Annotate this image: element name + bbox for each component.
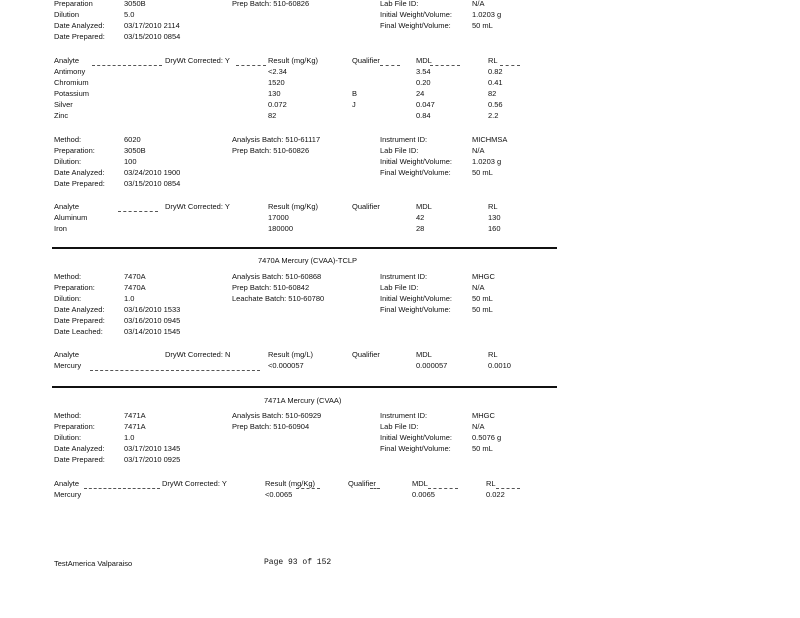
result-cell: 17000 bbox=[268, 213, 289, 222]
rl-header: RL bbox=[488, 350, 498, 359]
method-value: 6020 bbox=[124, 135, 141, 144]
date-analyzed-label: Date Analyzed: bbox=[54, 168, 105, 177]
date-analyzed-value: 03/17/2010 2114 bbox=[124, 21, 180, 30]
preparation-value: 3050B bbox=[124, 0, 146, 8]
instrument-value: MICHMSA bbox=[472, 135, 508, 144]
mdl-cell: 3.54 bbox=[416, 67, 431, 76]
instrument-label: Instrument ID: bbox=[380, 411, 428, 420]
mdl-cell: 24 bbox=[416, 89, 425, 98]
date-analyzed-value: 03/16/2010 1533 bbox=[124, 305, 181, 314]
preparation-label: Preparation: bbox=[54, 146, 95, 155]
rl-cell: 82 bbox=[488, 89, 497, 98]
method-value: 7471A bbox=[124, 411, 146, 420]
result-cell: <0.000057 bbox=[268, 361, 304, 370]
rl-cell: 2.2 bbox=[488, 111, 499, 120]
mdl-cell: 0.047 bbox=[416, 100, 435, 109]
analyte-cell: Mercury bbox=[54, 361, 82, 370]
result-cell: 180000 bbox=[268, 224, 294, 233]
result-header: Result (mg/Kg) bbox=[268, 202, 319, 211]
date-leached-value: 03/14/2010 1545 bbox=[124, 327, 181, 336]
analyte-cell: Mercury bbox=[54, 490, 82, 499]
mdl-header: MDL bbox=[416, 202, 432, 211]
mdl-cell: 42 bbox=[416, 213, 425, 222]
mdl-cell: 28 bbox=[416, 224, 425, 233]
method-label: Method: bbox=[54, 272, 82, 281]
method-label: Method: bbox=[54, 411, 82, 420]
drywt-header: DryWt Corrected: Y bbox=[162, 479, 227, 488]
analyte-cell: Zinc bbox=[54, 111, 69, 120]
date-analyzed-value: 03/24/2010 1900 bbox=[124, 168, 181, 177]
method-label: Method: bbox=[54, 135, 82, 144]
mdl-header: MDL bbox=[412, 479, 428, 488]
result-cell: 1520 bbox=[268, 78, 285, 87]
mdl-cell: 0.84 bbox=[416, 111, 431, 120]
preparation-value: 7471A bbox=[124, 422, 146, 431]
qualifier-header: Qualifier bbox=[348, 479, 376, 488]
analyte-header: Analyte bbox=[54, 350, 80, 359]
row-dash bbox=[90, 370, 260, 372]
footer-company: TestAmerica Valparaiso bbox=[54, 559, 133, 568]
lab-file-label: Lab File ID: bbox=[380, 146, 419, 155]
analysis-batch: Analysis Batch: 510-60929 bbox=[232, 411, 322, 420]
mdl-cell: 0.20 bbox=[416, 78, 431, 87]
dilution-label: Dilution: bbox=[54, 294, 82, 303]
dilution-value: 1.0 bbox=[124, 294, 135, 303]
initial-weight-label: Initial Weight/Volume: bbox=[380, 433, 452, 442]
dilution-value: 1.0 bbox=[124, 433, 135, 442]
qualifier-cell: J bbox=[352, 100, 356, 109]
preparation-label: Preparation: bbox=[54, 283, 95, 292]
date-prepared-value: 03/17/2010 0925 bbox=[124, 455, 181, 464]
analyte-header: Analyte bbox=[54, 202, 80, 211]
header-dash bbox=[236, 65, 266, 67]
preparation-label: Preparation: bbox=[54, 422, 95, 431]
result-header: Result (mg/L) bbox=[268, 350, 314, 359]
instrument-label: Instrument ID: bbox=[380, 272, 428, 281]
header-dash bbox=[380, 65, 400, 67]
final-weight-value: 50 mL bbox=[472, 444, 493, 453]
initial-weight-label: Initial Weight/Volume: bbox=[380, 294, 452, 303]
dilution-label: Dilution bbox=[54, 10, 80, 19]
lab-file-value: N/A bbox=[472, 422, 485, 431]
header-dash bbox=[92, 65, 162, 67]
lab-file-label: Lab File ID: bbox=[380, 0, 419, 8]
initial-weight-value: 0.5076 g bbox=[472, 433, 502, 442]
preparation-value: 7470A bbox=[124, 283, 146, 292]
section-divider bbox=[52, 247, 557, 249]
preparation-value: 3050B bbox=[124, 146, 146, 155]
qualifier-header: Qualifier bbox=[352, 350, 380, 359]
date-prepared-label: Date Prepared: bbox=[54, 32, 105, 41]
section-title: 7470A Mercury (CVAA)-TCLP bbox=[258, 256, 358, 265]
preparation-label: Preparation bbox=[54, 0, 93, 8]
date-analyzed-label: Date Analyzed: bbox=[54, 21, 105, 30]
lab-file-label: Lab File ID: bbox=[380, 283, 419, 292]
header-dash bbox=[500, 65, 520, 67]
prep-batch: Prep Batch: 510-60826 bbox=[232, 146, 310, 155]
qualifier-header: Qualifier bbox=[352, 202, 380, 211]
initial-weight-label: Initial Weight/Volume: bbox=[380, 157, 452, 166]
header-dash bbox=[296, 488, 320, 490]
initial-weight-value: 1.0203 g bbox=[472, 157, 502, 166]
final-weight-label: Final Weight/Volume: bbox=[380, 305, 451, 314]
header-dash bbox=[84, 488, 160, 490]
drywt-header: DryWt Corrected: Y bbox=[165, 202, 230, 211]
date-prepared-label: Date Prepared: bbox=[54, 316, 105, 325]
result-cell: <2.34 bbox=[268, 67, 287, 76]
dilution-value: 100 bbox=[124, 157, 137, 166]
date-prepared-label: Date Prepared: bbox=[54, 179, 105, 188]
analysis-batch: Analysis Batch: 510-61117 bbox=[232, 135, 321, 144]
analyte-cell: Antimony bbox=[54, 67, 86, 76]
section-divider bbox=[52, 386, 557, 388]
drywt-header: DryWt Corrected: Y bbox=[165, 56, 230, 65]
analyte-header: Analyte bbox=[54, 56, 80, 65]
rl-header: RL bbox=[486, 479, 496, 488]
rl-cell: 160 bbox=[488, 224, 501, 233]
result-header: Result (mg/Kg) bbox=[265, 479, 316, 488]
analyte-cell: Aluminum bbox=[54, 213, 88, 222]
lab-file-value: N/A bbox=[472, 146, 485, 155]
result-cell: 130 bbox=[268, 89, 281, 98]
date-leached-label: Date Leached: bbox=[54, 327, 103, 336]
date-analyzed-label: Date Analyzed: bbox=[54, 444, 105, 453]
instrument-value: MHGC bbox=[472, 272, 495, 281]
date-prepared-value: 03/15/2010 0854 bbox=[124, 179, 181, 188]
qualifier-header: Qualifier bbox=[352, 56, 380, 65]
rl-cell: 130 bbox=[488, 213, 501, 222]
lab-file-value: N/A bbox=[472, 0, 485, 8]
mdl-header: MDL bbox=[416, 350, 432, 359]
analyte-cell: Iron bbox=[54, 224, 67, 233]
page-number: Page 93 of 152 bbox=[264, 558, 332, 567]
rl-cell: 0.82 bbox=[488, 67, 503, 76]
result-cell: 82 bbox=[268, 111, 277, 120]
final-weight-value: 50 mL bbox=[472, 305, 493, 314]
date-analyzed-label: Date Analyzed: bbox=[54, 305, 105, 314]
final-weight-value: 50 mL bbox=[472, 168, 493, 177]
initial-weight-value: 1.0203 g bbox=[472, 10, 502, 19]
instrument-label: Instrument ID: bbox=[380, 135, 428, 144]
rl-header: RL bbox=[488, 202, 498, 211]
analyte-cell: Silver bbox=[54, 100, 73, 109]
final-weight-value: 50 mL bbox=[472, 21, 493, 30]
instrument-value: MHGC bbox=[472, 411, 495, 420]
prep-batch: Prep Batch: 510-60904 bbox=[232, 422, 310, 431]
date-prepared-value: 03/15/2010 0854 bbox=[124, 32, 181, 41]
header-dash bbox=[430, 65, 460, 67]
date-analyzed-value: 03/17/2010 1345 bbox=[124, 444, 181, 453]
mdl-header: MDL bbox=[416, 56, 432, 65]
section-title: 7471A Mercury (CVAA) bbox=[264, 396, 342, 405]
analyte-cell: Chromium bbox=[54, 78, 89, 87]
dilution-label: Dilution: bbox=[54, 157, 82, 166]
rl-cell: 0.41 bbox=[488, 78, 503, 87]
rl-cell: 0.022 bbox=[486, 490, 505, 499]
mdl-cell: 0.000057 bbox=[416, 361, 448, 370]
prep-batch: Prep Batch: 510-60842 bbox=[232, 283, 310, 292]
analyte-cell: Potassium bbox=[54, 89, 90, 98]
qualifier-cell: B bbox=[352, 89, 358, 98]
header-dash bbox=[118, 211, 158, 213]
initial-weight-value: 50 mL bbox=[472, 294, 493, 303]
final-weight-label: Final Weight/Volume: bbox=[380, 444, 451, 453]
rl-cell: 0.0010 bbox=[488, 361, 511, 370]
result-cell: <0.0065 bbox=[265, 490, 293, 499]
rl-header: RL bbox=[488, 56, 498, 65]
lab-file-value: N/A bbox=[472, 283, 485, 292]
date-prepared-value: 03/16/2010 0945 bbox=[124, 316, 181, 325]
rl-cell: 0.56 bbox=[488, 100, 503, 109]
prep-batch: Prep Batch: 510-60826 bbox=[232, 0, 310, 8]
mdl-cell: 0.0065 bbox=[412, 490, 435, 499]
leachate-batch: Leachate Batch: 510-60780 bbox=[232, 294, 325, 303]
method-value: 7470A bbox=[124, 272, 146, 281]
initial-weight-label: Initial Weight/Volume: bbox=[380, 10, 452, 19]
lab-file-label: Lab File ID: bbox=[380, 422, 419, 431]
result-header: Result (mg/Kg) bbox=[268, 56, 319, 65]
drywt-header: DryWt Corrected: N bbox=[165, 350, 231, 359]
date-prepared-label: Date Prepared: bbox=[54, 455, 105, 464]
final-weight-label: Final Weight/Volume: bbox=[380, 21, 451, 30]
dilution-label: Dilution: bbox=[54, 433, 82, 442]
header-dash bbox=[370, 488, 380, 490]
analysis-batch: Analysis Batch: 510-60868 bbox=[232, 272, 322, 281]
dilution-value: 5.0 bbox=[124, 10, 135, 19]
result-cell: 0.072 bbox=[268, 100, 287, 109]
final-weight-label: Final Weight/Volume: bbox=[380, 168, 451, 177]
analyte-header: Analyte bbox=[54, 479, 80, 488]
